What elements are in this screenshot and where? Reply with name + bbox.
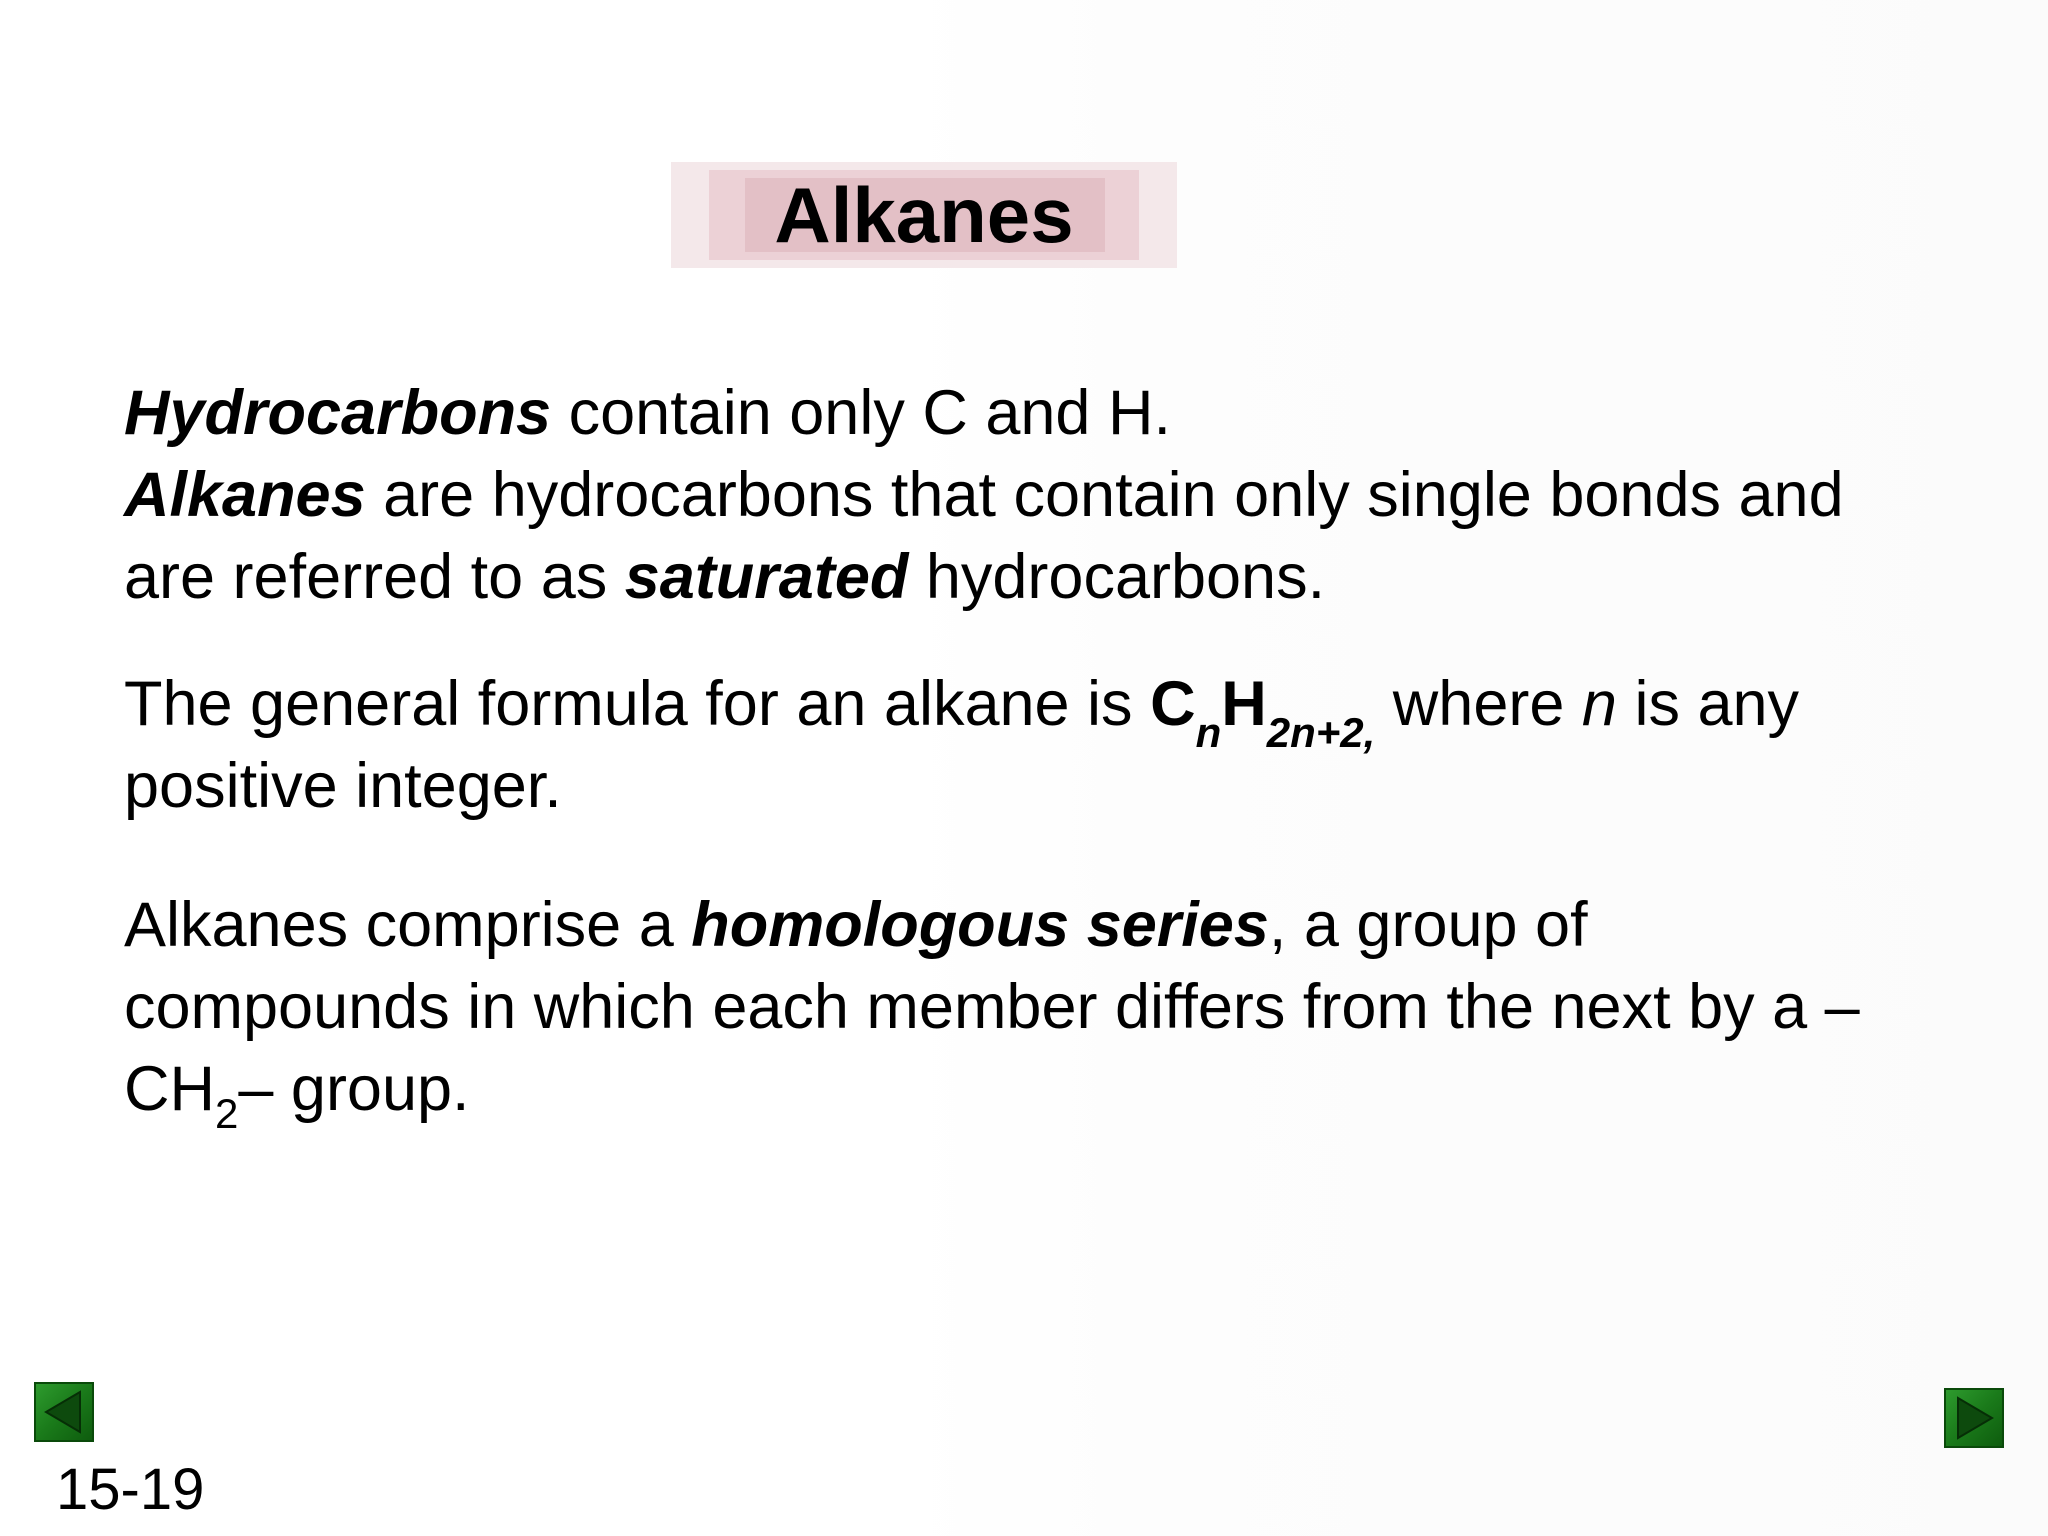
triangle-right-icon [1946,1390,2002,1446]
p2-text1: The general formula for an alkane is [124,669,1151,739]
p1-text2: are hydrocarbons that contain only single bonds and are referred to as [124,460,1844,612]
p1-text3: hydrocarbons. [908,542,1326,612]
slide-number: 15-19 [56,1457,205,1522]
title-box [671,162,1177,268]
ch2-subscript: 2 [215,1090,239,1137]
p2-text3: is any positive integer. [124,669,1800,821]
slide-title: Alkanes [774,171,1074,259]
term-saturated: saturated [624,542,909,612]
formula-h-subscript: 2n+2 [1266,709,1364,756]
formula-c: C [1150,669,1196,739]
term-alkanes: Alkanes [124,460,366,530]
term-hydrocarbons: Hydrocarbons [124,378,552,448]
formula-comma: , [1363,709,1376,756]
previous-slide-button[interactable] [34,1382,94,1442]
p1-text1: contain only C and H. [551,378,1171,448]
p3-text2: , a group of compounds in which each member differs from the next by a –CH [124,890,1860,1124]
triangle-left-icon [36,1384,92,1440]
next-slide-button[interactable] [1944,1388,2004,1448]
p2-text2: where [1375,669,1582,739]
term-homologous-series: homologous series [691,890,1269,960]
paragraph-general-formula [124,663,1924,827]
paragraph-homologous-series [124,884,1924,1137]
formula-h: H [1221,669,1267,739]
formula-n-subscript: n [1195,709,1222,756]
paragraph-hydrocarbons [124,372,1924,618]
variable-n: n [1581,669,1617,739]
p3-text3: – group. [238,1054,470,1124]
p3-text1: Alkanes comprise a [124,890,692,960]
